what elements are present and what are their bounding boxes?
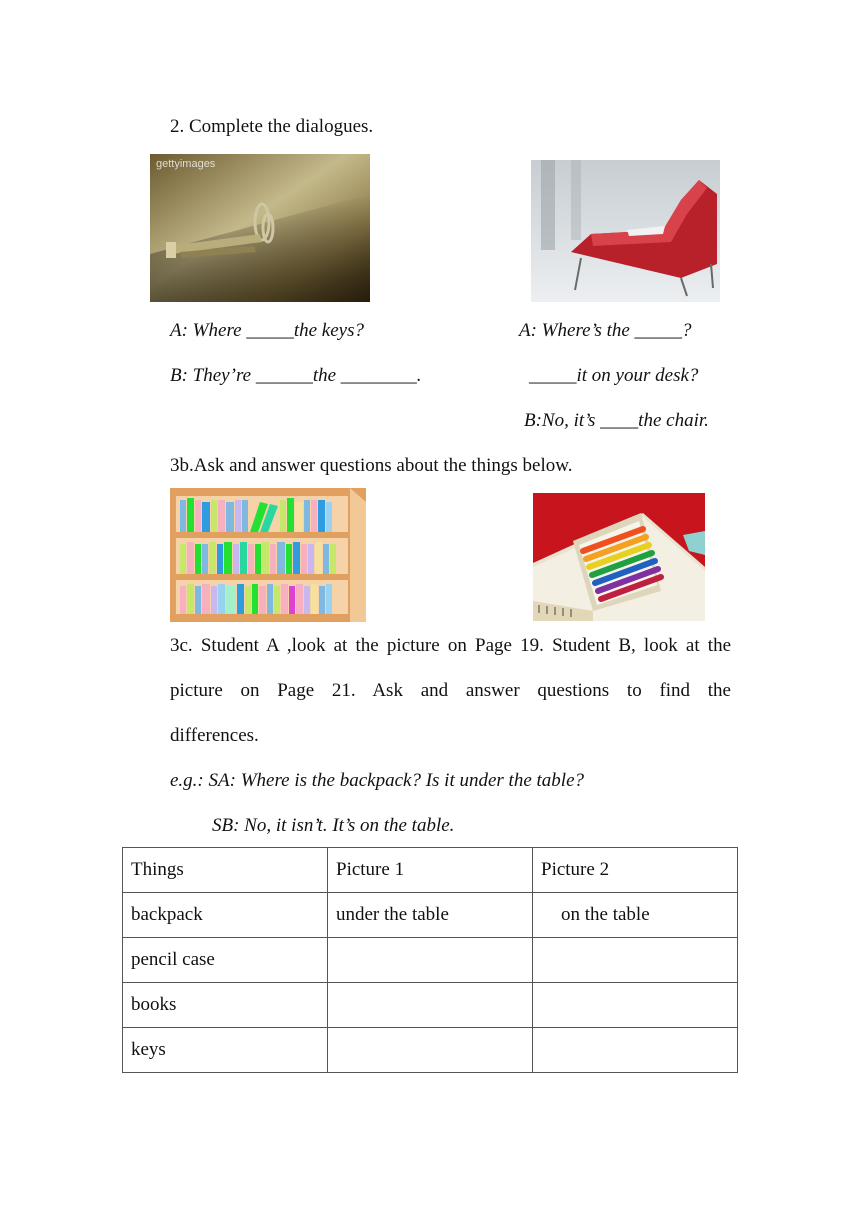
table-cell: pencil case bbox=[123, 938, 328, 983]
bookshelf-illustration bbox=[170, 488, 366, 622]
table-cell[interactable] bbox=[328, 1028, 533, 1073]
dialogue-right-a: A: Where’s the _____? bbox=[519, 320, 692, 341]
section-3c-line-2: picture on Page 21. Ask and answer questions to find the bbox=[170, 680, 731, 701]
example-line-2: SB: No, it isn’t. It’s on the table. bbox=[212, 815, 455, 836]
dialogue-right-c: B:No, it’s ____the chair. bbox=[524, 410, 709, 431]
example-line-1: e.g.: SA: Where is the backpack? Is it under the table? bbox=[170, 770, 585, 791]
table-row bbox=[123, 938, 738, 983]
section-2-heading: 2. Complete the dialogues. bbox=[170, 116, 374, 137]
section-3b-heading: 3b.Ask and answer questions about the things below. bbox=[170, 455, 573, 476]
table-cell[interactable] bbox=[328, 983, 533, 1028]
table-header-cell: Picture 1 bbox=[328, 848, 533, 893]
table-row bbox=[123, 893, 738, 938]
table-row bbox=[123, 1028, 738, 1073]
table-cell: books bbox=[123, 983, 328, 1028]
getty-watermark: gettyimages bbox=[156, 158, 216, 170]
table-cell[interactable] bbox=[533, 938, 738, 983]
table-header-cell: Picture 2 bbox=[533, 848, 738, 893]
table-cell[interactable] bbox=[533, 983, 738, 1028]
pencil-box-image bbox=[533, 493, 705, 621]
section-3c-line-3: differences. bbox=[170, 725, 259, 746]
dialogue-right-b: _____it on your desk? bbox=[529, 365, 699, 386]
differences-table bbox=[122, 847, 738, 1073]
chair-photo bbox=[531, 160, 720, 302]
pencil-box-illustration bbox=[533, 493, 705, 621]
table-cell: backpack bbox=[123, 893, 328, 938]
table-header-row bbox=[123, 848, 738, 893]
table-cell[interactable] bbox=[533, 1028, 738, 1073]
table-cell: keys bbox=[123, 1028, 328, 1073]
table-row bbox=[123, 983, 738, 1028]
red-chair-illustration bbox=[531, 160, 720, 302]
table-cell[interactable] bbox=[328, 938, 533, 983]
keys-illustration bbox=[150, 154, 370, 302]
dialogue-left-b: B: They’re ______the ________. bbox=[170, 365, 422, 386]
table-cell: under the table bbox=[328, 893, 533, 938]
section-3c-line-1: 3c. Student A ,look at the picture on Page 19. Student B, look at the bbox=[170, 635, 731, 656]
table-header-cell: Things bbox=[123, 848, 328, 893]
table-cell: on the table bbox=[533, 893, 738, 938]
keys-photo bbox=[150, 154, 370, 302]
bookshelf-image bbox=[170, 488, 366, 622]
dialogue-left-a: A: Where _____the keys? bbox=[170, 320, 364, 341]
